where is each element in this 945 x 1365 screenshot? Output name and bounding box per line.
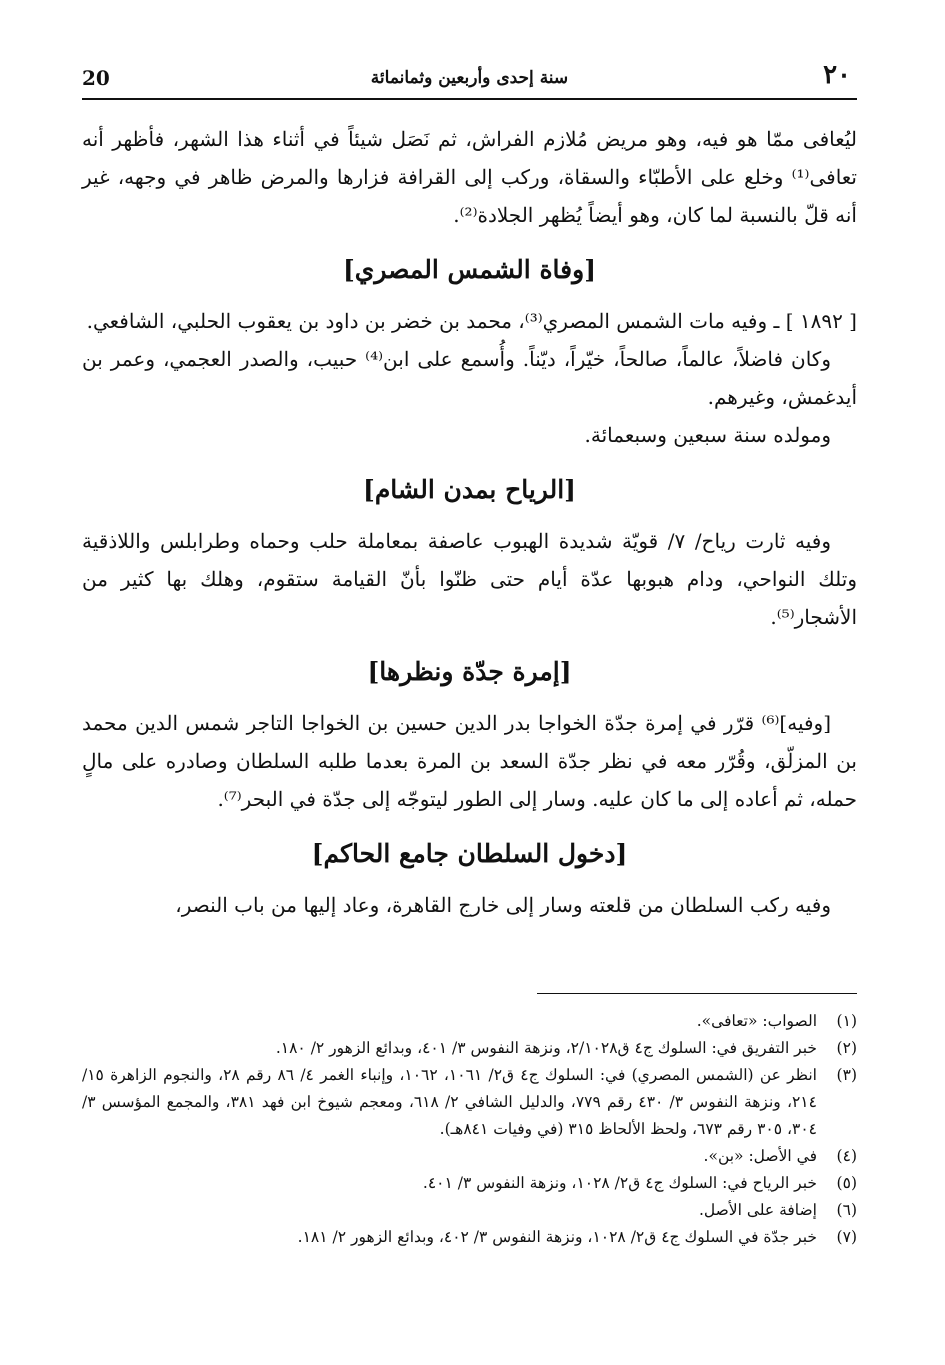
footnote-number: (٢) [836,1039,857,1057]
footnote-number: (٤) [836,1147,857,1165]
footnote-item [82,1170,857,1197]
book-page [82,58,857,1246]
footnote-item [82,1224,857,1251]
section-title-death-of-shams: [وفاة الشمس المصري] [342,255,597,284]
footnote-text: إضافة على الأصل. [698,1201,817,1219]
footnote-text: خبر جدّة في السلوك ج٤ ق٢/ ١٠٢٨، ونزهة النفوس ٣/ ٤٠٢، وبدائع الزهور ٢/ ١٨١. [297,1228,817,1246]
section-title-jeddah: [إمرة جدّة ونظرها] [367,657,572,686]
section-3-paragraph: [وفيه]⁽⁶⁾ قرّر في إمرة جدّة الخواجا بدر الدين حسين بن الخواجا التاجر شمس الدين محمد بن المزلّق، وقُرّر معه في نظر جدّة السعد بن المرة بعدما طلبه السلطان وصادره على مالٍ حمله، ثم أعاده إلى ما كان عليه. وسار إلى الطور ليتوجّه إلى جدّة في البحر⁽⁷⁾. [82,711,857,811]
footnote-text: خبر التفريق في: السلوك ج٤ ق٢/١٠٢٨، ونزهة النفوس ٣/ ٤٠١، وبدائع الزهور ٢/ ١٨٠. [275,1039,817,1057]
footnote-text: في الأصل: «بن». [703,1147,817,1165]
section-title-sultan-entry: [دخول السلطان جامع الحاكم] [311,839,628,868]
footnote-item [82,1143,857,1170]
page-header [82,58,857,100]
section-2-paragraph: وفيه ثارت رياح/ ٧/ قويّة شديدة الهبوب عاصفة بمعاملة حلب وحماه وطرابلس واللاذقية وتلك النواحي، ودام هبوبها عدّة أيام حتى ظنّوا بأنّ القيامة ستقوم، وهلك بها كثير من الأشجار⁽⁵⁾. [82,529,857,629]
intro-paragraph: ليُعافى ممّا هو فيه، وهو مريض مُلازم الفراش، ثم نَصَل شيئاً في أثناء هذا الشهر، فأظهر أنه تعافى⁽¹⁾ وخلع على الأطبّاء والسقاة، وركب إلى القرافة فزارها والمرض ظاهر في وجهه، غير أنه قلّ بالنسبة لما كان، وهو أيضاً يُظهر الجلادة⁽²⁾. [82,127,857,227]
footnote-item [82,1035,857,1062]
footnote-text: الصواب: «تعافى». [696,1012,817,1030]
running-title: سنة إحدى وأربعين وثمانمائة [370,68,569,88]
footnote-item [82,1197,857,1224]
footnote-text: انظر عن (الشمس المصري) في: السلوك ج٤ ق٢/ ١٠٦١، ١٠٦٢، وإنباء الغمر ٤/ ٨٦ رقم ٢٨، والنجوم الزاهرة ١٥/ ٢١٤، ونزهة النفوس ٣/ ٤٣٠ رقم ٧٧٩، والدليل الشافي ٢/ ٦١٨، ومعجم شيوخ ابن فهد ٣٨١، والمجمع المؤسس ٣/ ٣٠٤، ٣٠٥ رقم ٦٧٣، ولحظ الألحاظ ٣١٥ (في وفيات ٨٤١هـ). [82,1066,817,1138]
footnote-divider [537,993,857,994]
footnote-number: (٣) [836,1066,857,1084]
page-number-arabic: ٢٠ [823,60,851,90]
footnote-text: خبر الرياح في: السلوك ج٤ ق٢/ ١٠٢٨، ونزهة النفوس ٣/ ٤٠١. [422,1174,817,1192]
footnotes [82,1008,857,1251]
section-1-paragraph-1: [ ١٨٩٢ ] ـ وفيه مات الشمس المصري⁽³⁾، محمد بن خضر بن داود بن يعقوب الحلبي، الشافعي. [86,309,857,333]
section-1-paragraph-2: وكان فاضلاً، عالماً، صالحاً، خيّراً، ديّناً. وأُسمع على ابن⁽⁴⁾ حبيب، والصدر العجمي، وعمر بن أيدغمش، وغيرهم. [82,347,857,409]
section-1-paragraph-3: ومولده سنة سبعين وسبعمائة. [584,423,831,447]
section-4-paragraph: وفيه ركب السلطان من قلعته وسار إلى خارج القاهرة، وعاد إليها من باب النصر، [175,893,831,917]
page-number-latin: 20 [82,66,110,90]
main-text [82,120,857,924]
footnote-number: (٥) [836,1174,857,1192]
footnote-item [82,1008,857,1035]
section-title-winds: [الرياح بمدن الشام] [363,475,576,504]
footnote-item [82,1062,857,1143]
footnote-number: (٧) [836,1228,857,1246]
footnote-number: (٦) [836,1201,857,1219]
footnote-number: (١) [836,1012,857,1030]
